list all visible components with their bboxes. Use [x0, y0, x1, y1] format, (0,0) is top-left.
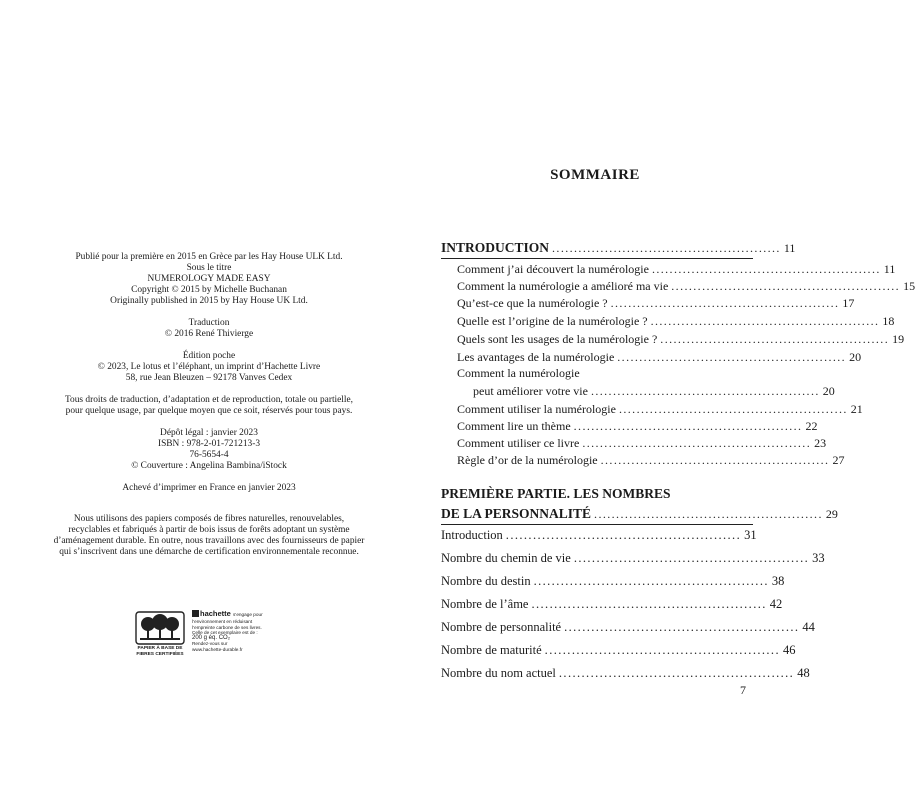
toc-item-label: Comment la numérologie a amélioré ma vie: [457, 279, 669, 293]
toc-item[interactable]: [441, 279, 915, 295]
toc-item[interactable]: [441, 597, 783, 613]
leader-dots: ....................................................: [590, 384, 820, 398]
leader-dots: ....................................................: [610, 296, 840, 310]
toc-page: 33: [812, 551, 825, 565]
hachette-tagline: s’engage pour: [232, 612, 263, 617]
legal-line: Dépôt légal : janvier 2023: [160, 428, 258, 438]
leader-dots: ....................................................: [594, 507, 823, 521]
toc-page: 17: [842, 296, 855, 310]
leader-dots: ....................................................: [558, 666, 795, 680]
leader-dots: ....................................................: [544, 643, 780, 657]
legal-line: ISBN : 978-2-01-721213-3: [157, 439, 261, 449]
toc-page: 29: [825, 507, 838, 521]
toc-page: 48: [797, 666, 810, 680]
hachette-carbon: 200 g éq. CO₂: [192, 634, 231, 641]
toc-part-heading-row[interactable]: [441, 506, 838, 522]
toc-page: 21: [850, 402, 863, 416]
leader-dots: ....................................................: [651, 262, 881, 276]
toc-item[interactable]: [441, 574, 785, 590]
toc-item[interactable]: [441, 419, 818, 435]
colophon-line: Sous le titre: [186, 263, 232, 273]
toc-page: 11: [783, 241, 796, 255]
hachette-eco-note: [192, 610, 342, 653]
toc-page: 42: [769, 597, 783, 611]
toc-item-label: Comment j’ai découvert la numérologie: [457, 262, 649, 276]
colophon-line: 58, rue Jean Bleuzen – 92178 Vanves Cedex: [125, 373, 293, 383]
colophon-line: © 2023, Le lotus et l’éléphant, un imprint d’Hachette Livre: [97, 362, 321, 372]
toc-page: 19: [892, 332, 905, 346]
toc-item-label: Quels sont les usages de la numérologie ?: [457, 332, 658, 346]
toc-item-label: Nombre de personnalité: [441, 620, 562, 634]
paper-line: d’aménagement durable. En outre, nous travaillons avec des fournisseurs de papier: [53, 536, 365, 546]
toc-item-label: Nombre du nom actuel: [441, 666, 556, 680]
paper-line: Nous utilisons des papiers composés de fibres naturelles, renouvelables,: [73, 514, 345, 524]
toc-item-label: Règle d’or de la numérologie: [457, 453, 598, 467]
legal-line: 76-5654-4: [189, 450, 229, 460]
toc-item[interactable]: [441, 296, 855, 312]
toc-page: 18: [882, 314, 895, 328]
toc-item-label[interactable]: Comment la numérologie: [457, 366, 580, 380]
hachette-tagline: l’environnement en réduisant: [192, 619, 253, 624]
leader-dots: ....................................................: [531, 597, 767, 611]
toc-section-heading[interactable]: [441, 240, 796, 256]
toc-item-label: Nombre du destin: [441, 574, 531, 588]
toc-item[interactable]: [441, 666, 810, 682]
legal-line: © Couverture : Angelina Bambina/iStock: [131, 461, 287, 471]
toc-item[interactable]: [441, 453, 845, 469]
leader-dots: ....................................................: [600, 453, 830, 467]
toc-item[interactable]: [441, 436, 827, 452]
toc-item[interactable]: [441, 384, 835, 400]
leader-dots: ....................................................: [618, 402, 848, 416]
toc-item-label: Nombre de l’âme: [441, 597, 529, 611]
leader-dots: ....................................................: [660, 332, 890, 346]
leader-dots: ....................................................: [650, 314, 880, 328]
pefc-label: FIBRES CERTIFIÉES: [136, 651, 184, 657]
rights-line: Tous droits de traduction, d’adaptation et de reproduction, totale ou partielle,: [64, 395, 354, 405]
toc-heading-label: INTRODUCTION: [441, 240, 550, 255]
toc-item-label: Qu’est-ce que la numérologie ?: [457, 296, 608, 310]
toc-page: 31: [744, 528, 757, 542]
toc-item-label: peut améliorer votre vie: [473, 384, 588, 398]
toc-page: 22: [805, 419, 818, 433]
toc-item-label: Comment utiliser ce livre: [457, 436, 580, 450]
colophon-line: © 2016 René Thivierge: [164, 329, 254, 339]
page-number: 7: [740, 683, 746, 697]
leader-dots: ....................................................: [564, 620, 800, 634]
leader-dots: ....................................................: [573, 551, 810, 565]
hachette-site: www.hachette-durable.fr: [192, 646, 243, 652]
toc-page: 20: [849, 350, 862, 364]
toc-item[interactable]: [441, 551, 825, 567]
toc-page: 44: [802, 620, 815, 634]
toc-page: 27: [832, 453, 845, 467]
toc-part-heading[interactable]: PREMIÈRE PARTIE. LES NOMBRES: [441, 486, 671, 501]
colophon-line: NUMEROLOGY MADE EASY: [147, 274, 271, 284]
rights-line: pour quelque usage, par quelque moyen que ce soit, réservés pour tous pays.: [65, 406, 353, 416]
toc-item[interactable]: [441, 350, 862, 366]
colophon-line: Édition poche: [182, 351, 236, 361]
toc-item-label: Nombre du chemin de vie: [441, 551, 571, 565]
toc-item-label: Introduction: [441, 528, 503, 542]
leader-dots: ....................................................: [671, 279, 901, 293]
leader-dots: ....................................................: [505, 528, 742, 542]
hachette-carbon: Celle de cet exemplaire est de :: [192, 630, 258, 636]
hachette-tagline: l’empreinte carbone de ses livres.: [192, 624, 262, 630]
paper-line: recyclables et fabriqués à partir de bois issus de forêts adoptant un système: [68, 525, 350, 535]
toc-heading-label: DE LA PERSONNALITÉ: [441, 506, 592, 521]
colophon-line: Publié pour la première en 2015 en Grèce par les Hay House ULK Ltd.: [75, 252, 343, 262]
toc-item-label: Comment lire un thème: [457, 419, 571, 433]
leader-dots: ....................................................: [552, 241, 781, 255]
toc-page: 23: [814, 436, 827, 450]
pefc-label: PAPIER À BASE DE: [137, 646, 183, 651]
section-rule: [441, 258, 753, 259]
paper-line: qui s’inscrivent dans une démarche de certification environnementale reconnue.: [59, 547, 359, 557]
leader-dots: ....................................................: [533, 574, 769, 588]
leader-dots: ....................................................: [573, 419, 803, 433]
hachette-logo-icon: [192, 610, 199, 617]
colophon: [50, 252, 368, 558]
toc-item[interactable]: [441, 332, 905, 348]
toc-item-label: Les avantages de la numérologie: [457, 350, 615, 364]
toc-item[interactable]: [441, 620, 815, 636]
toc-page: 46: [782, 643, 796, 657]
toc-page: 11: [883, 262, 896, 276]
toc-item[interactable]: [441, 262, 896, 278]
toc-page: 15: [903, 279, 915, 293]
toc-page: 38: [771, 574, 785, 588]
trees-icon: [134, 610, 186, 646]
toc-item-label: Quelle est l’origine de la numérologie ?: [457, 314, 648, 328]
section-rule: [441, 524, 753, 525]
toc-item[interactable]: [441, 314, 895, 330]
leader-dots: ....................................................: [582, 436, 812, 450]
colophon-line: Copyright © 2015 by Michelle Buchanan: [131, 285, 287, 295]
toc-item-label: Comment utiliser la numérologie: [457, 402, 616, 416]
hachette-brand: hachette: [200, 609, 231, 618]
toc-item[interactable]: [441, 643, 796, 659]
certified-fibres-logo: [134, 610, 186, 668]
toc-item-label: Nombre de maturité: [441, 643, 542, 657]
colophon-line: Traduction: [188, 318, 230, 328]
eco-logos: [134, 610, 349, 668]
toc-item[interactable]: [441, 402, 863, 418]
hachette-site: Rendez-vous sur: [192, 641, 228, 647]
colophon-line: Originally published in 2015 by Hay House UK Ltd.: [110, 296, 308, 306]
toc-item[interactable]: [441, 528, 757, 544]
toc-title: SOMMAIRE: [550, 167, 640, 183]
leader-dots: ....................................................: [617, 350, 847, 364]
printed-line: Achevé d’imprimer en France en janvier 2023: [122, 483, 296, 493]
toc-page: 20: [822, 384, 835, 398]
